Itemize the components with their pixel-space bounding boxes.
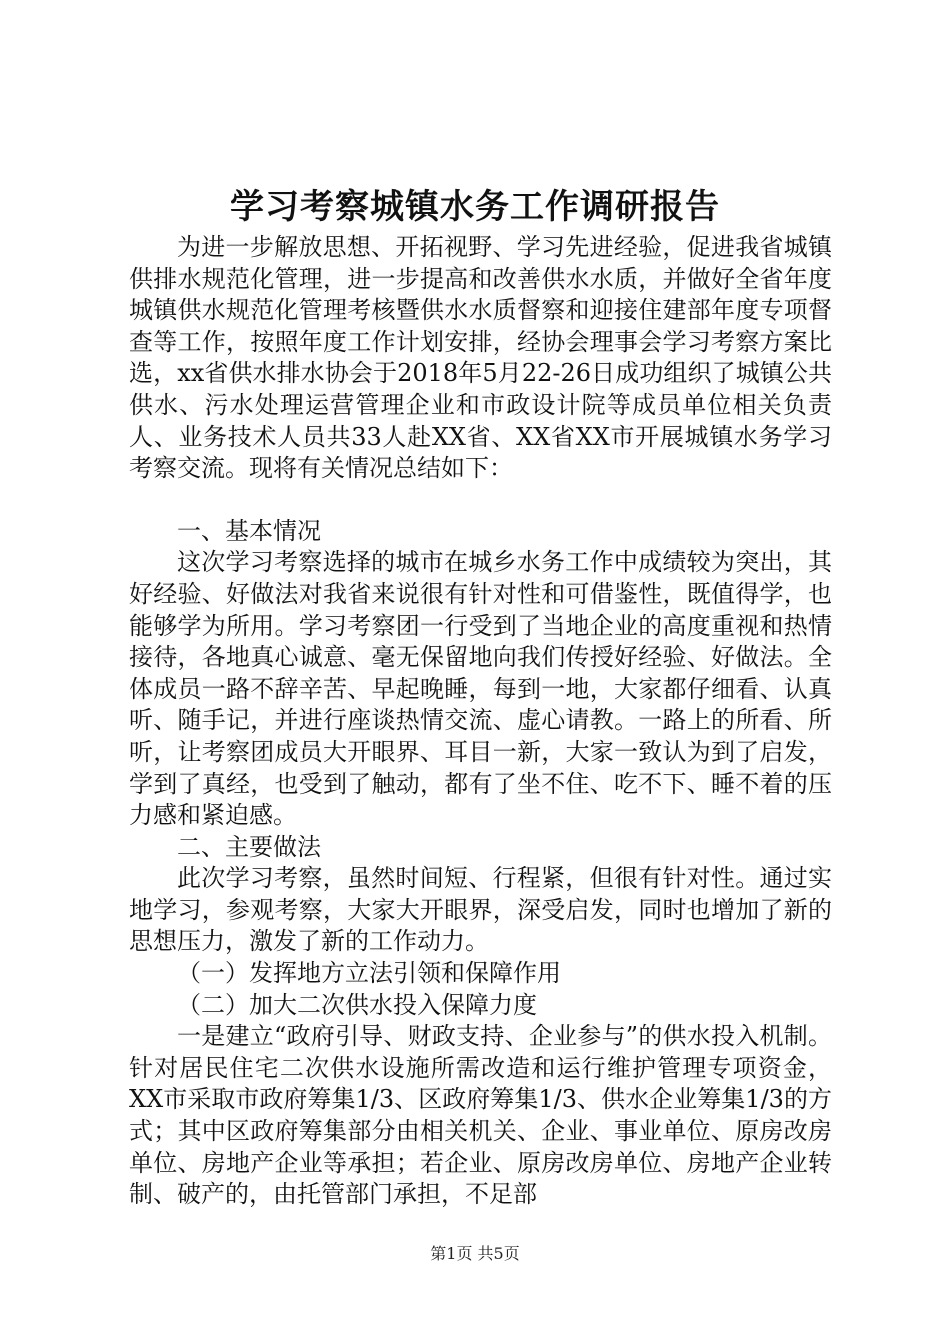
section-heading-basic-situation: 一、基本情况	[177, 516, 321, 545]
subsection-heading-secondary-water-supply: （二）加大二次供水投入保障力度	[177, 990, 537, 1019]
paragraph-gap	[129, 485, 832, 516]
subsection-heading-legislation: （一）发挥地方立法引领和保障作用	[177, 959, 561, 988]
subsection-secondary-water-supply-paragraph: 一是建立“政府引导、财政支持、企业参与”的供水投入机制。针对居民住宅二次供水设施所需改造和运行维护管理专项资金，XX市采取市政府筹集1/3、区政府筹集1/3、供水企业筹集1/3的方式；其中区政府筹集部分由相关机关、企业、事业单位、原房改房单位、房地产企业等承担；若企业、原房改房单位、房地产企业转制、破产的，由托管部门承担，不足部	[129, 1022, 832, 1209]
section-main-practices-paragraph: 此次学习考察，虽然时间短、行程紧，但很有针对性。通过实地学习，参观考察，大家大开眼界，深受启发，同时也增加了新的思想压力，激发了新的工作动力。	[129, 864, 832, 956]
intro-paragraph: 为进一步解放思想、开拓视野、学习先进经验，促进我省城镇供排水规范化管理，进一步提高和改善供水水质，并做好全省年度城镇供水规范化管理考核暨供水水质督察和迎接住建部年度专项督查等工作，按照年度工作计划安排，经协会理事会学习考察方案比选，xx省供水排水协会于2018年5月22-26日成功组织了城镇公共供水、污水处理运营管理企业和市政设计院等成员单位相关负责人、业务技术人员共33人赴XX省、XX省XX市开展城镇水务学习考察交流。现将有关情况总结如下：	[129, 233, 832, 483]
document-title: 学习考察城镇水务工作调研报告	[230, 187, 720, 227]
page-footer: 第1页 共5页	[430, 1244, 520, 1263]
section-heading-main-practices: 二、主要做法	[177, 832, 321, 861]
section-basic-situation-paragraph: 这次学习考察选择的城市在城乡水务工作中成绩较为突出，其好经验、好做法对我省来说很有针对性和可借鉴性，既值得学，也能够学为所用。学习考察团一行受到了当地企业的高度重视和热情接待，各地真心诚意、毫无保留地向我们传授好经验、好做法。全体成员一路不辞辛苦、早起晚睡，每到一地，大家都仔细看、认真听、随手记，并进行座谈热情交流、虚心请教。一路上的所看、所听，让考察团成员大开眼界、耳目一新，大家一致认为到了启发，学到了真经，也受到了触动，都有了坐不住、吃不下、睡不着的压力感和紧迫感。	[129, 548, 832, 830]
document-body	[129, 232, 832, 1211]
